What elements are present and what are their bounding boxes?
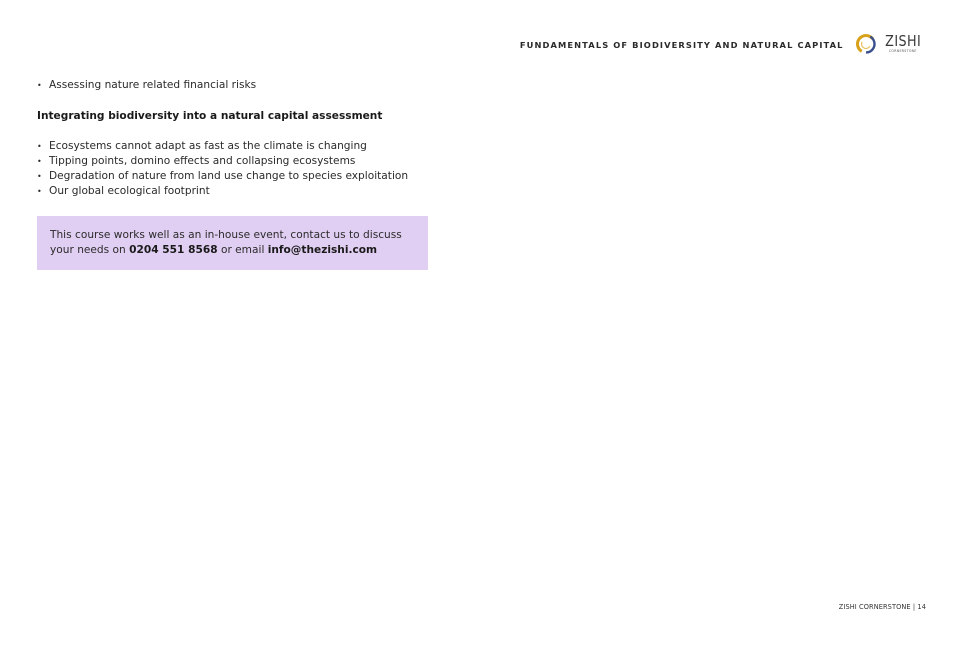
logo-text (882, 34, 924, 53)
contact-callout (37, 216, 428, 270)
logo-subtitle: CORNERSTONE (888, 49, 917, 54)
list-item: • Tipping points, domino effects and collapsing ecosystems (37, 154, 437, 169)
logo-wordmark: ZISHI (884, 32, 921, 51)
top-bullet-list (37, 78, 437, 93)
list-item: • Assessing nature related financial risks (37, 78, 437, 93)
list-item: • Degradation of nature from land use change to species exploitation (37, 169, 437, 184)
page-footer: ZISHI CORNERSTONE | 14 (838, 603, 926, 611)
list-item: • Our global ecological footprint (37, 184, 437, 199)
main-content (37, 78, 437, 270)
callout-text: This course works well as an in-house event, contact us to discuss your needs on (50, 229, 402, 256)
list-item: • Ecosystems cannot adapt as fast as the climate is changing (37, 139, 437, 154)
logo-swirl-icon (854, 32, 878, 56)
callout-text-middle: or email (217, 243, 268, 256)
email-link[interactable]: info@thezishi.com (267, 243, 378, 256)
section-heading: Integrating biodiversity into a natural capital assessment (37, 110, 383, 122)
page-header (520, 32, 924, 56)
section-bullet-list (37, 139, 437, 199)
zishi-logo (854, 32, 924, 56)
document-title: FUNDAMENTALS OF BIODIVERSITY AND NATURAL CAPITAL (519, 40, 844, 50)
phone-number[interactable]: 0204 551 8568 (129, 243, 218, 256)
